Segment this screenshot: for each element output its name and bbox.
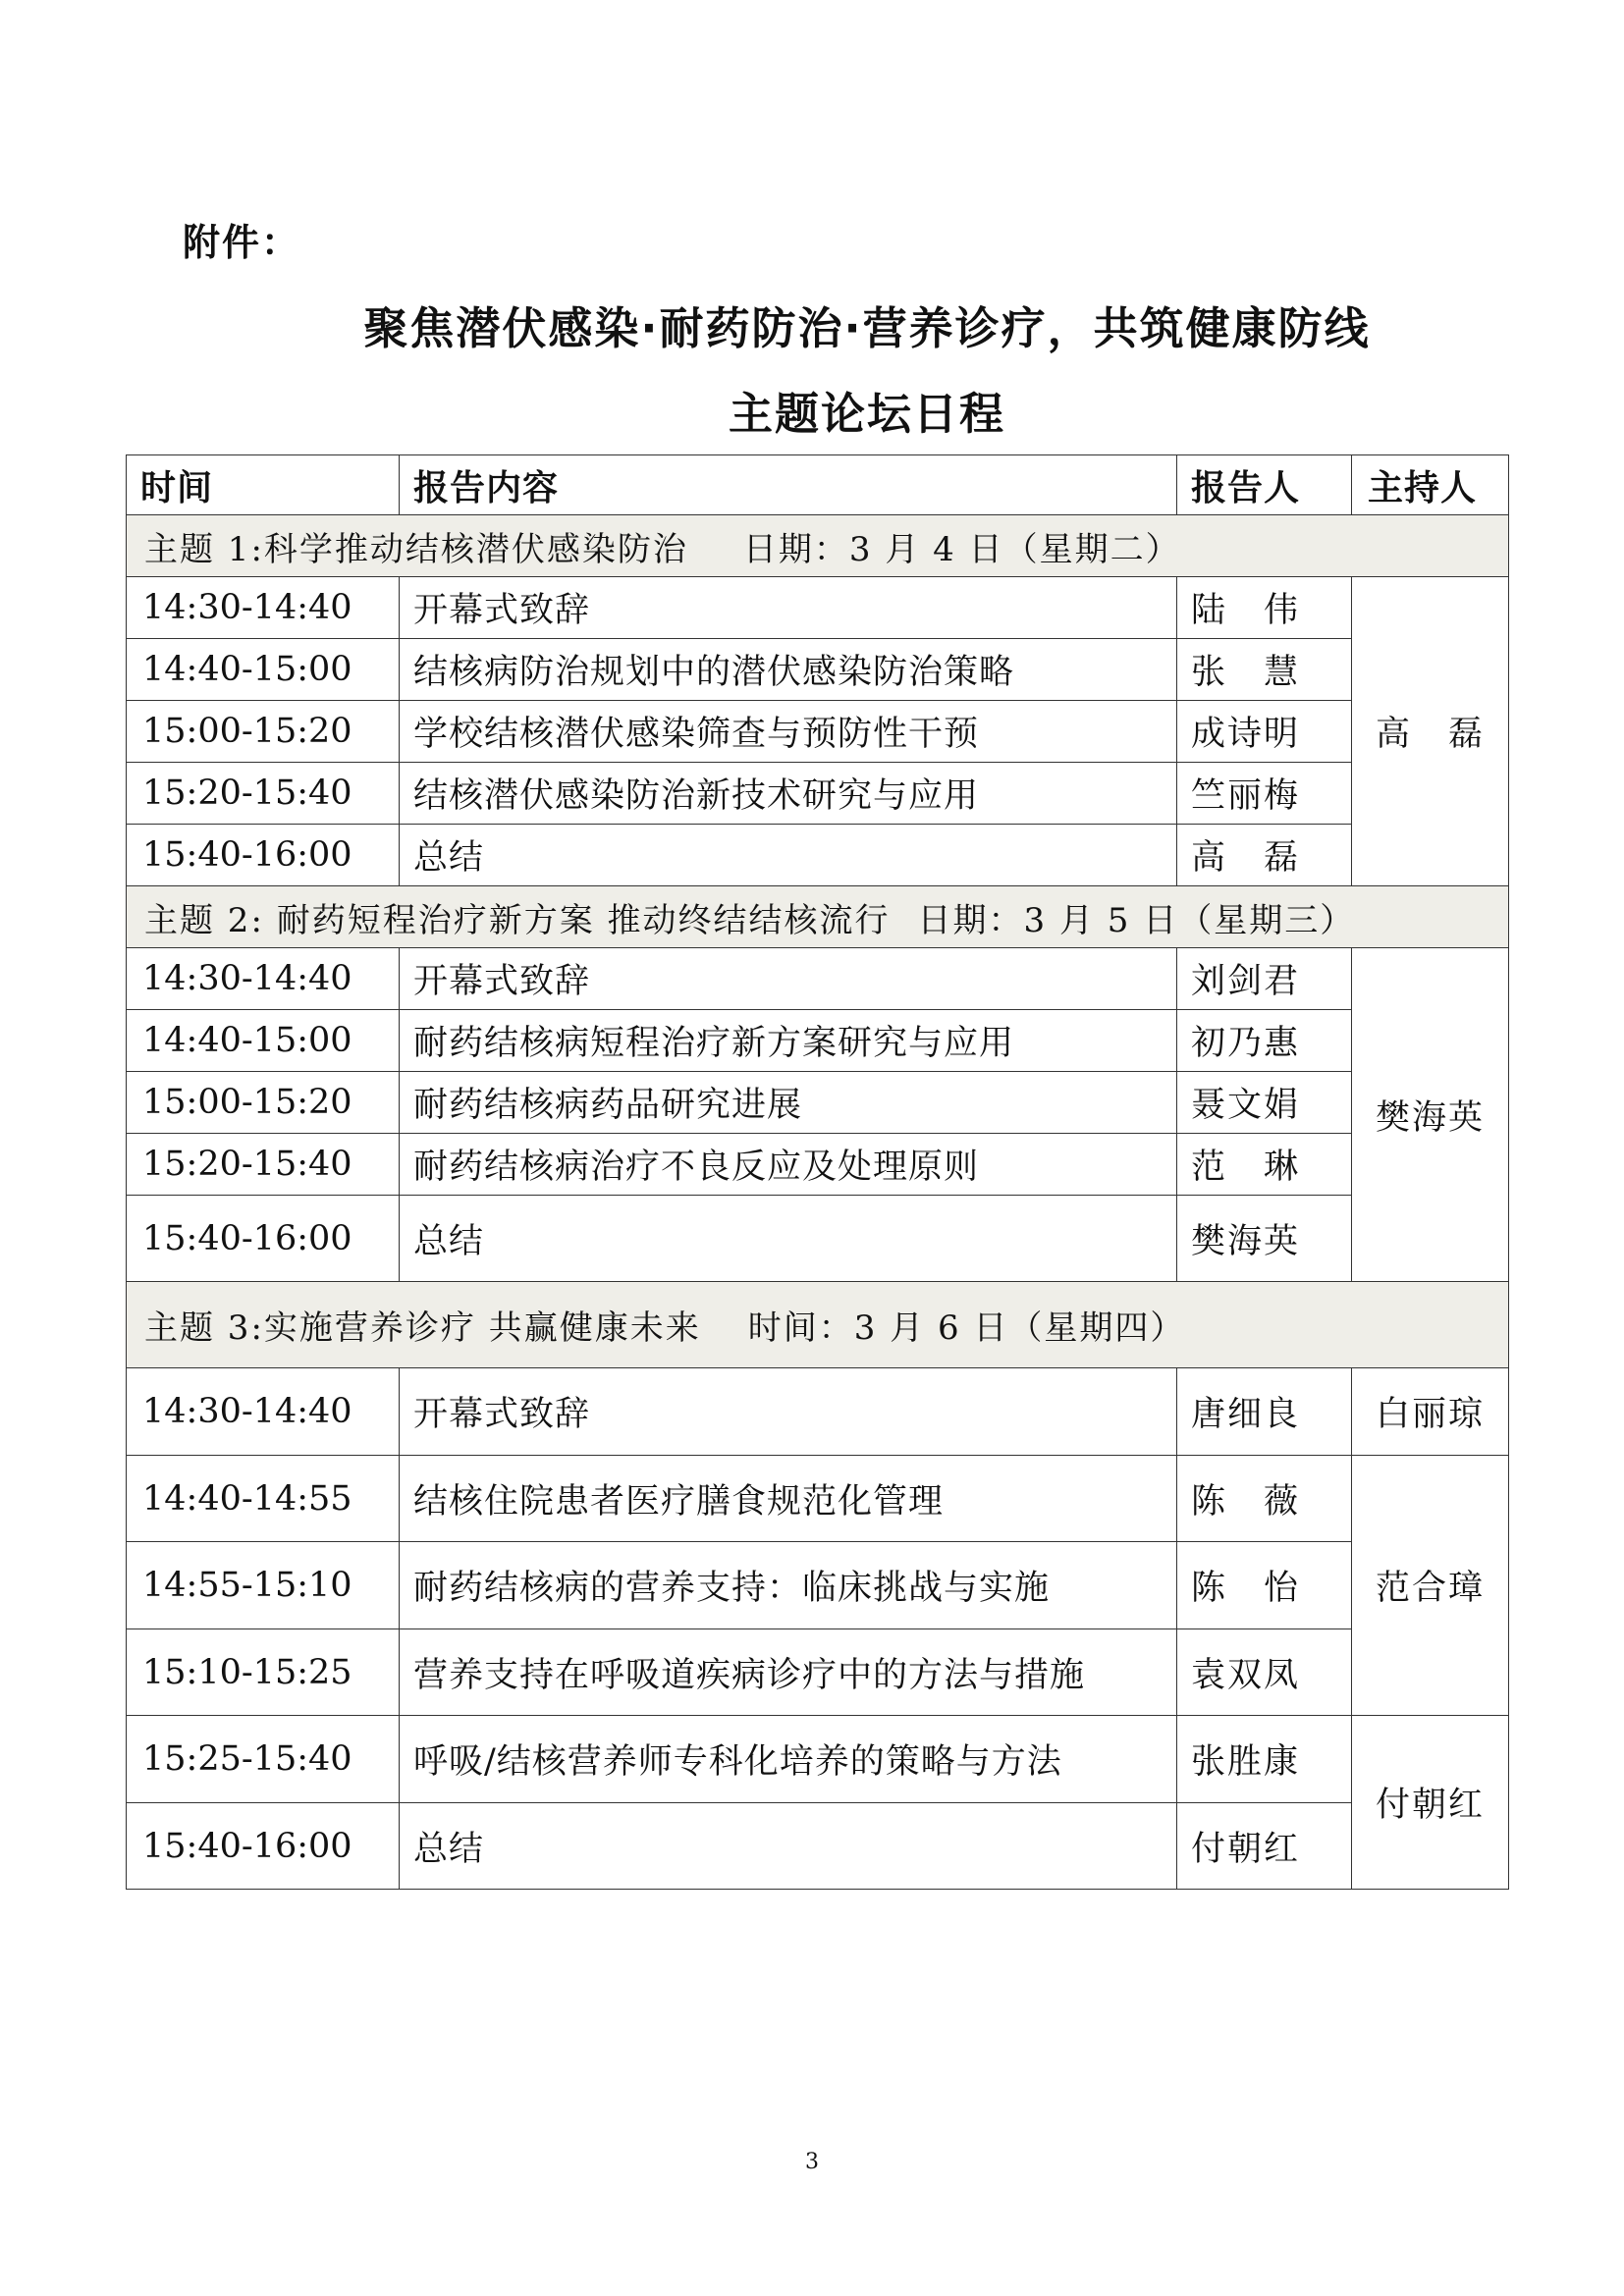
theme-heading xyxy=(127,886,1509,948)
session-time: 14:55-15:10 xyxy=(127,1542,400,1629)
session-speaker: 袁双凤 xyxy=(1177,1629,1352,1716)
session-time: 15:40-16:00 xyxy=(127,825,400,886)
session-speaker: 初乃惠 xyxy=(1177,1010,1352,1072)
session-host: 樊海英 xyxy=(1352,948,1509,1282)
table-row xyxy=(127,1716,1509,1803)
table-row xyxy=(127,1803,1509,1890)
session-host: 白丽琼 xyxy=(1352,1368,1509,1456)
theme-title: 主题 3:实施营养诊疗 共赢健康未来 xyxy=(144,1308,701,1348)
table-row xyxy=(127,1542,1509,1629)
table-row xyxy=(127,1456,1509,1542)
session-speaker: 陈 薇 xyxy=(1177,1456,1352,1542)
table-row xyxy=(127,639,1509,701)
session-time: 15:40-16:00 xyxy=(127,1803,400,1890)
table-row xyxy=(127,1368,1509,1456)
table-row xyxy=(127,1196,1509,1282)
session-content: 开幕式致辞 xyxy=(400,1368,1177,1456)
theme-heading xyxy=(127,1282,1509,1368)
session-content: 营养支持在呼吸道疾病诊疗中的方法与措施 xyxy=(400,1629,1177,1716)
schedule-table xyxy=(126,454,1509,1890)
session-host: 付朝红 xyxy=(1352,1716,1509,1890)
session-speaker: 付朝红 xyxy=(1177,1803,1352,1890)
session-content: 开幕式致辞 xyxy=(400,948,1177,1010)
header-time: 时间 xyxy=(127,455,400,515)
session-time: 14:30-14:40 xyxy=(127,1368,400,1456)
session-time: 15:00-15:20 xyxy=(127,1072,400,1134)
session-time: 14:30-14:40 xyxy=(127,577,400,639)
session-content: 耐药结核病短程治疗新方案研究与应用 xyxy=(400,1010,1177,1072)
session-content: 总结 xyxy=(400,825,1177,886)
session-speaker: 陈 怡 xyxy=(1177,1542,1352,1629)
page-number: 3 xyxy=(805,2150,819,2174)
theme-row xyxy=(127,886,1509,948)
session-content: 耐药结核病药品研究进展 xyxy=(400,1072,1177,1134)
document-subtitle: 主题论坛日程 xyxy=(728,388,1005,440)
theme-title: 主题 2: 耐药短程治疗新方案 推动终结结核流行 xyxy=(144,900,891,940)
table-row xyxy=(127,1010,1509,1072)
table-row xyxy=(127,1629,1509,1716)
session-content: 总结 xyxy=(400,1803,1177,1890)
session-speaker: 成诗明 xyxy=(1177,701,1352,763)
table-row xyxy=(127,701,1509,763)
theme-date: 日期：3 月 5 日（星期三） xyxy=(917,900,1356,940)
session-content: 总结 xyxy=(400,1196,1177,1282)
header-content: 报告内容 xyxy=(400,455,1177,515)
session-speaker: 竺丽梅 xyxy=(1177,763,1352,825)
session-content: 开幕式致辞 xyxy=(400,577,1177,639)
theme-row xyxy=(127,515,1509,577)
session-time: 15:25-15:40 xyxy=(127,1716,400,1803)
theme-title: 主题 1:科学推动结核潜伏感染防治 xyxy=(144,529,688,569)
session-time: 15:20-15:40 xyxy=(127,763,400,825)
session-time: 14:40-14:55 xyxy=(127,1456,400,1542)
session-time: 14:40-15:00 xyxy=(127,1010,400,1072)
session-speaker: 樊海英 xyxy=(1177,1196,1352,1282)
table-header-row xyxy=(127,455,1509,515)
session-content: 学校结核潜伏感染筛查与预防性干预 xyxy=(400,701,1177,763)
session-time: 15:00-15:20 xyxy=(127,701,400,763)
table-row xyxy=(127,825,1509,886)
theme-date: 时间：3 月 6 日（星期四） xyxy=(747,1308,1186,1348)
theme-heading xyxy=(127,515,1509,577)
session-speaker: 范 琳 xyxy=(1177,1134,1352,1196)
session-speaker: 陆 伟 xyxy=(1177,577,1352,639)
session-speaker: 聂文娟 xyxy=(1177,1072,1352,1134)
attachment-label: 附件： xyxy=(183,221,301,264)
session-speaker: 高 磊 xyxy=(1177,825,1352,886)
session-content: 结核住院患者医疗膳食规范化管理 xyxy=(400,1456,1177,1542)
session-time: 14:30-14:40 xyxy=(127,948,400,1010)
session-content: 耐药结核病治疗不良反应及处理原则 xyxy=(400,1134,1177,1196)
session-content: 结核潜伏感染防治新技术研究与应用 xyxy=(400,763,1177,825)
session-time: 15:10-15:25 xyxy=(127,1629,400,1716)
session-host: 高 磊 xyxy=(1352,577,1509,886)
table-row xyxy=(127,1134,1509,1196)
session-time: 14:40-15:00 xyxy=(127,639,400,701)
session-speaker: 唐细良 xyxy=(1177,1368,1352,1456)
session-host: 范合璋 xyxy=(1352,1456,1509,1716)
session-content: 结核病防治规划中的潜伏感染防治策略 xyxy=(400,639,1177,701)
session-content: 呼吸/结核营养师专科化培养的策略与方法 xyxy=(400,1716,1177,1803)
table-row xyxy=(127,577,1509,639)
session-time: 15:40-16:00 xyxy=(127,1196,400,1282)
header-speaker: 报告人 xyxy=(1177,455,1352,515)
theme-date: 日期：3 月 4 日（星期二） xyxy=(742,529,1181,569)
document-title: 聚焦潜伏感染·耐药防治·营养诊疗，共筑健康防线 xyxy=(363,302,1371,354)
session-content: 耐药结核病的营养支持：临床挑战与实施 xyxy=(400,1542,1177,1629)
table-row xyxy=(127,948,1509,1010)
theme-row xyxy=(127,1282,1509,1368)
session-time: 15:20-15:40 xyxy=(127,1134,400,1196)
table-row xyxy=(127,1072,1509,1134)
header-host: 主持人 xyxy=(1352,455,1509,515)
table-row xyxy=(127,763,1509,825)
session-speaker: 张 慧 xyxy=(1177,639,1352,701)
session-speaker: 张胜康 xyxy=(1177,1716,1352,1803)
session-speaker: 刘剑君 xyxy=(1177,948,1352,1010)
